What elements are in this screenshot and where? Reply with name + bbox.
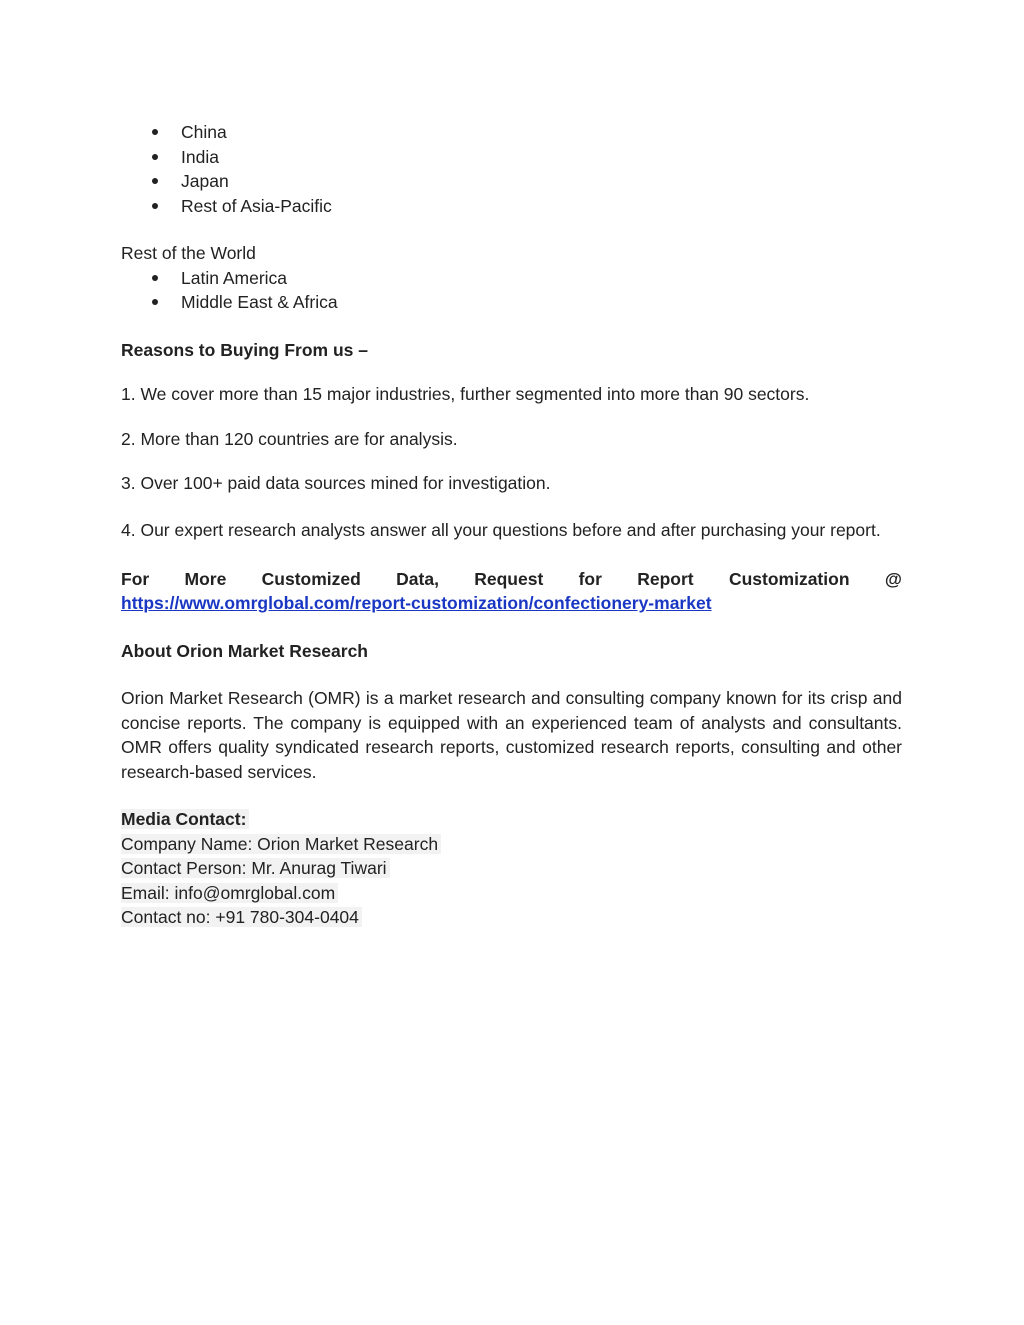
reason-item: 3. Over 100+ paid data sources mined for investigation. <box>121 473 551 493</box>
contact-person: Contact Person: Mr. Anurag Tiwari <box>121 858 390 878</box>
media-contact-title: Media Contact: <box>121 809 249 829</box>
list-item: India <box>121 145 902 170</box>
about-title: About Orion Market Research <box>121 640 368 661</box>
rest-of-world-list <box>121 266 902 315</box>
customization-link[interactable]: https://www.omrglobal.com/report-customization/confectionery-market <box>121 593 712 613</box>
list-item: China <box>121 120 902 145</box>
list-item: Rest of Asia-Pacific <box>121 194 902 219</box>
asia-pacific-list <box>121 120 902 218</box>
bullet-icon <box>152 178 158 184</box>
reason-item: 1. We cover more than 15 major industries, further segmented into more than 90 sectors. <box>121 384 810 404</box>
bullet-icon <box>152 275 158 281</box>
contact-phone: Contact no: +91 780-304-0404 <box>121 907 362 927</box>
customization-request <box>121 567 902 616</box>
contact-email: Email: info@omrglobal.com <box>121 883 338 903</box>
document-page <box>121 120 902 930</box>
about-text: Orion Market Research (OMR) is a market research and consulting company known for its crisp and concise reports. The company is equipped with an experienced team of analysts and consultants. OMR offers quality syndicated research reports, customized research reports, consulting and other research-based services. <box>121 688 902 782</box>
bullet-icon <box>152 299 158 305</box>
rest-of-world-heading: Rest of the World <box>121 243 256 263</box>
list-item: Middle East & Africa <box>121 290 902 315</box>
media-contact <box>121 807 902 930</box>
list-item: Japan <box>121 169 902 194</box>
reasons-title: Reasons to Buying From us – <box>121 339 368 360</box>
reason-item: 4. Our expert research analysts answer all your questions before and after purchasing your report. <box>121 519 881 540</box>
bullet-icon <box>152 203 158 209</box>
reason-item: 2. More than 120 countries are for analysis. <box>121 428 458 449</box>
bullet-icon <box>152 129 158 135</box>
company-name: Company Name: Orion Market Research <box>121 834 441 854</box>
customization-text: For More Customized Data, Request for Report Customization @ <box>121 568 902 589</box>
bullet-icon <box>152 154 158 160</box>
list-item: Latin America <box>121 266 902 291</box>
